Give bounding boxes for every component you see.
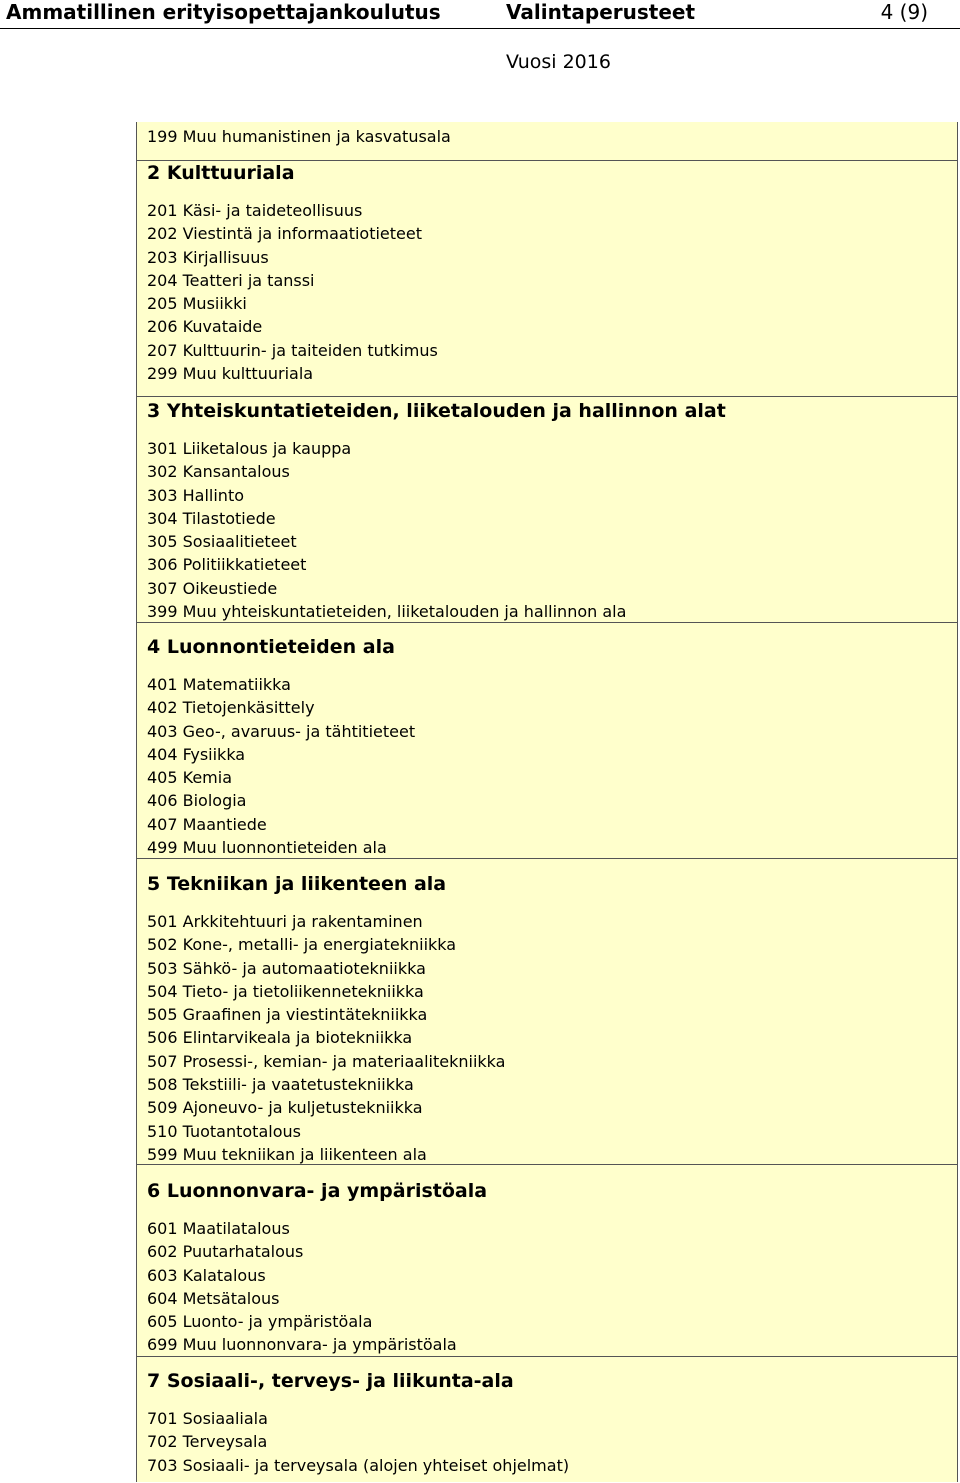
document-title: Ammatillinen erityisopettajankoulutus: [6, 0, 441, 24]
item-list: [147, 673, 415, 859]
item-list: [147, 437, 626, 623]
item-list: [147, 125, 451, 148]
list-item: 401 Matematiikka: [147, 675, 291, 694]
group-heading: 3 Yhteiskuntatieteiden, liiketalouden ja hallinnon alat: [147, 400, 726, 422]
list-item: 702 Terveysala: [147, 1432, 268, 1452]
list-item: 403 Geo-, avaruus- ja tähtitieteet: [147, 721, 416, 741]
group-social-sciences: [137, 396, 957, 635]
group-natural-sciences: [137, 622, 957, 859]
page-header: [0, 0, 960, 24]
list-item: 505 Graafinen ja viestintätekniikka: [147, 1005, 428, 1025]
list-item: 509 Ajoneuvo- ja kuljetustekniikka: [147, 1098, 423, 1118]
list-item: 305 Sosiaalitieteet: [147, 532, 297, 552]
list-item: 306 Politiikkatieteet: [147, 555, 307, 575]
list-item: 405 Kemia: [147, 768, 232, 788]
document-subtitle: Valintaperusteet: [506, 0, 696, 24]
group-technology: [137, 858, 957, 1165]
list-item: 205 Musiikki: [147, 294, 247, 314]
list-item: 504 Tieto- ja tietoliikennetekniikka: [147, 981, 424, 1001]
list-item: 699 Muu luonnonvara- ja ympäristöala: [147, 1335, 457, 1355]
list-item: 499 Muu luonnontieteiden ala: [147, 838, 387, 858]
item-list: [147, 199, 438, 385]
list-item: 502 Kone-, metalli- ja energiatekniikka: [147, 935, 457, 955]
list-item: 603 Kalatalous: [147, 1265, 266, 1285]
field-table: [136, 122, 958, 1482]
list-item: 307 Oikeustiede: [147, 578, 278, 598]
group-heading: 2 Kulttuuriala: [147, 162, 295, 184]
list-item: 510 Tuotantotalous: [147, 1121, 301, 1141]
list-item: 501 Arkkitehtuuri ja rakentaminen: [147, 912, 423, 931]
group-heading: 7 Sosiaali-, terveys- ja liikunta-ala: [147, 1370, 514, 1392]
list-item: 503 Sähkö- ja automaatiotekniikka: [147, 958, 426, 978]
list-item: 404 Fysiikka: [147, 744, 246, 764]
list-item: 605 Luonto- ja ympäristöala: [147, 1312, 373, 1332]
item-list: [147, 910, 505, 1166]
list-item: 302 Kansantalous: [147, 462, 290, 482]
list-item: 399 Muu yhteiskuntatieteiden, liiketalouden ja hallinnon ala: [147, 602, 627, 622]
list-item: 303 Hallinto: [147, 485, 244, 505]
list-item: 199 Muu humanistinen ja kasvatusala: [147, 127, 451, 146]
list-item: 703 Sosiaali- ja terveysala (alojen yhteiset ohjelmat): [147, 1455, 570, 1475]
list-item: 599 Muu tekniikan ja liikenteen ala: [147, 1144, 427, 1164]
list-item: 407 Maantiede: [147, 814, 267, 834]
item-list: [147, 1407, 569, 1477]
list-item: 203 Kirjallisuus: [147, 247, 269, 267]
group-social-health: [137, 1356, 957, 1483]
list-item: 301 Liiketalous ja kauppa: [147, 439, 352, 458]
list-item: 202 Viestintä ja informaatiotieteet: [147, 224, 423, 244]
list-item: 701 Sosiaaliala: [147, 1409, 268, 1428]
list-item: 506 Elintarvikeala ja biotekniikka: [147, 1028, 413, 1048]
list-item: 201 Käsi- ja taideteollisuus: [147, 201, 363, 220]
group-heading: 4 Luonnontieteiden ala: [147, 636, 395, 658]
page-number: 4 (9): [880, 0, 928, 24]
list-item: 299 Muu kulttuuriala: [147, 364, 314, 384]
group-natural-resources: [137, 1164, 957, 1355]
list-item: 304 Tilastotiede: [147, 508, 276, 528]
list-item: 507 Prosessi-, kemian- ja materiaalitekniikka: [147, 1051, 506, 1071]
header-divider: [0, 28, 960, 29]
list-item: 207 Kulttuurin- ja taiteiden tutkimus: [147, 340, 438, 360]
year-label: Vuosi 2016: [506, 51, 611, 73]
group-culture: [137, 160, 957, 397]
list-item: 602 Puutarhatalous: [147, 1242, 304, 1262]
list-item: 406 Biologia: [147, 791, 247, 811]
group-humanities: [137, 122, 957, 160]
group-heading: 6 Luonnonvara- ja ympäristöala: [147, 1180, 488, 1202]
list-item: 204 Teatteri ja tanssi: [147, 270, 315, 290]
item-list: [147, 1217, 457, 1357]
list-item: 601 Maatilatalous: [147, 1219, 290, 1238]
group-heading: 5 Tekniikan ja liikenteen ala: [147, 873, 447, 895]
list-item: 508 Tekstiili- ja vaatetustekniikka: [147, 1075, 414, 1095]
list-item: 604 Metsätalous: [147, 1288, 280, 1308]
list-item: 402 Tietojenkäsittely: [147, 698, 315, 718]
list-item: 206 Kuvataide: [147, 317, 263, 337]
